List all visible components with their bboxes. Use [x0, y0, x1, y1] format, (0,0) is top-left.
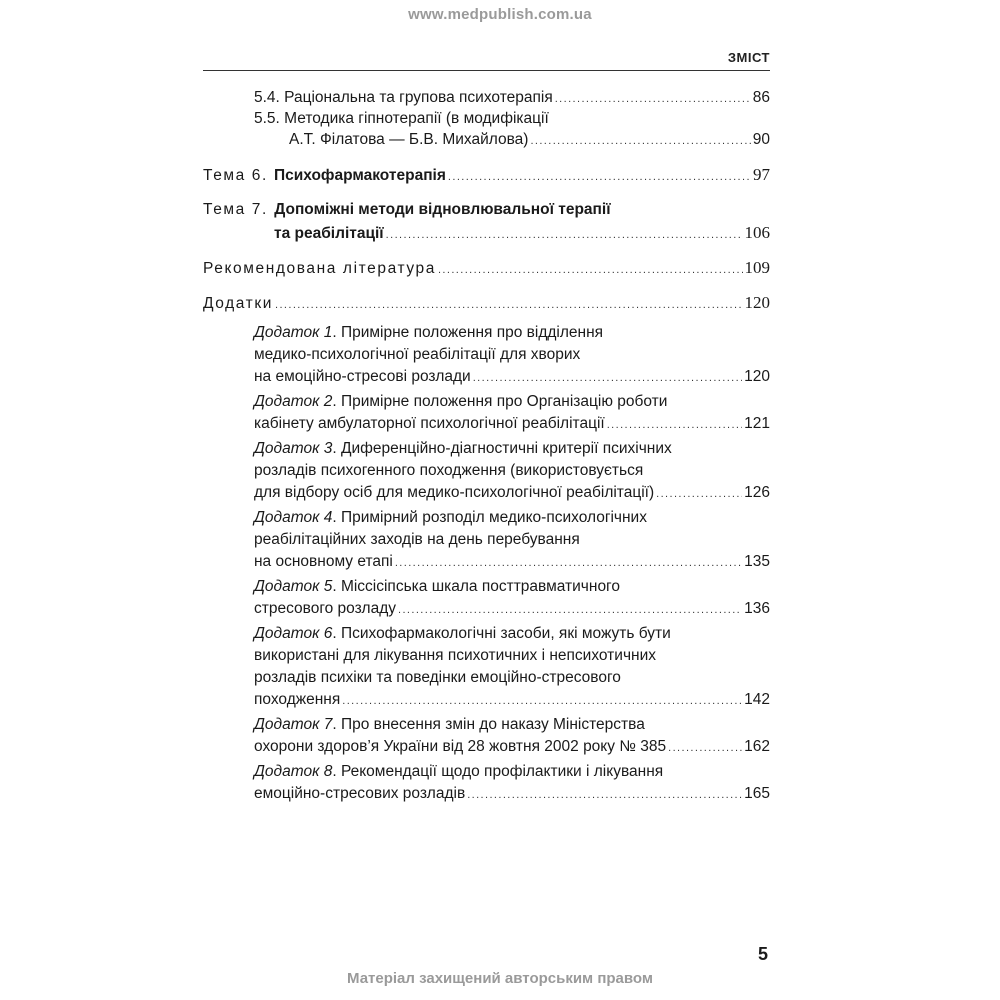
leader-dots	[473, 367, 742, 389]
toc-entry-title: 5.4. Раціональна та групова психотерапія	[254, 89, 553, 106]
appendix-label: Додаток 3	[254, 440, 333, 457]
leader-dots	[607, 414, 742, 436]
toc-entry-appendix-1[interactable]	[254, 366, 770, 389]
appendix-text: на емоційно-стресові розлади	[254, 368, 471, 385]
toc-page-number: 135	[744, 553, 770, 570]
appendix-text: кабінету амбулаторної психологічної реабілітації	[254, 415, 605, 432]
toc-page-number: 120	[744, 368, 770, 385]
appendix-6-line: використані для лікування психотичних і непсихотичних	[254, 647, 656, 664]
site-url: www.medpublish.com.ua	[408, 6, 592, 23]
running-head: ЗМІСТ	[727, 50, 770, 65]
toc-page-number: 86	[752, 89, 770, 106]
leader-dots	[530, 130, 750, 152]
leader-dots	[438, 259, 743, 281]
toc-entry-appendix-5[interactable]	[254, 598, 770, 621]
toc-page-number: 90	[752, 131, 770, 148]
leader-dots	[398, 599, 742, 621]
appendix-3-line: розладів психогенного походження (використовується	[254, 462, 644, 479]
toc-entry-literature[interactable]	[203, 257, 770, 281]
appendix-text: охорони здоров’я України від 28 жовтня 2002 року № 385	[254, 738, 667, 755]
toc-entry-theme-7[interactable]	[274, 222, 770, 246]
appendix-4-line: реабілітаційних заходів на день перебування	[254, 531, 580, 548]
toc-entry-prefix: Тема 6.	[203, 167, 268, 184]
toc-page-number: 162	[744, 738, 770, 755]
appendix-6-line: розладів психіки та поведінки емоційно-стресового	[254, 669, 621, 686]
toc-entry-title: Рекомендована література	[203, 260, 436, 277]
toc-entry-title: та реабілітації	[274, 225, 384, 242]
appendix-text: . Про внесення змін до наказу Міністерства	[332, 716, 645, 733]
leader-dots	[467, 784, 742, 806]
toc-page-number: 109	[744, 258, 770, 277]
copyright-notice: Матеріал захищений авторським правом	[347, 970, 653, 987]
appendix-text: походження	[254, 691, 341, 708]
appendix-text: . Диференційно-діагностичні критерії психічних	[332, 440, 672, 457]
appendix-label: Додаток 7	[254, 716, 333, 733]
toc-entry-appendix-6[interactable]	[254, 689, 770, 712]
appendix-text: . Міссісіпська шкала посттравматичного	[332, 578, 620, 595]
toc-entry-appendix-4[interactable]	[254, 551, 770, 574]
appendix-label: Додаток 5	[254, 578, 333, 595]
appendix-4-line	[254, 507, 647, 529]
toc-entry-5-5[interactable]	[289, 129, 770, 152]
toc-entry-5-5-line: 5.5. Методика гіпнотерапії (в модифікації	[254, 110, 549, 127]
appendix-text: для відбору осіб для медико-психологічної реабілітації)	[254, 484, 655, 501]
toc-entry-title: Додатки	[203, 295, 274, 312]
appendix-text: . Рекомендації щодо профілактики і лікування	[332, 763, 664, 780]
appendix-7-line	[254, 714, 645, 736]
leader-dots	[395, 552, 742, 574]
appendix-5-line	[254, 576, 620, 598]
toc-page-number: 136	[744, 600, 770, 617]
appendix-label: Додаток 4	[254, 509, 333, 526]
toc-entry-theme-6[interactable]	[203, 164, 770, 188]
toc-entry-title: Психофармакотерапія	[273, 167, 446, 184]
appendix-text: . Психофармакологічні засоби, які можуть бути	[332, 625, 671, 642]
appendix-text: емоційно-стресових розладів	[254, 785, 466, 802]
toc-entry-appendix-7[interactable]	[254, 736, 770, 759]
toc-entry-appendix-8[interactable]	[254, 783, 770, 806]
toc-page-number: 121	[744, 415, 770, 432]
page-number: 5	[758, 944, 769, 964]
appendix-8-line	[254, 761, 663, 783]
leader-dots	[342, 690, 742, 712]
appendix-3-line	[254, 438, 672, 460]
appendix-6-line	[254, 623, 671, 645]
toc-page-number: 142	[744, 691, 770, 708]
leader-dots	[555, 88, 751, 110]
appendix-text: . Примірний розподіл медико-психологічних	[332, 509, 647, 526]
appendix-2-line	[254, 391, 667, 413]
appendix-text: стресового розладу	[254, 600, 397, 617]
leader-dots	[275, 294, 742, 316]
toc-page-number: 106	[744, 223, 770, 242]
appendix-label: Додаток 1	[254, 324, 333, 341]
toc-entry-title: Допоміжні методи відновлювальної терапії	[274, 201, 611, 218]
leader-dots	[386, 224, 743, 246]
appendix-1-line: медико-психологічної реабілітації для хворих	[254, 346, 581, 363]
toc-entry-appendix-2[interactable]	[254, 413, 770, 436]
toc-entry-prefix: Тема 7.	[203, 201, 268, 218]
appendix-text: . Примірне положення про Організацію роботи	[332, 393, 668, 410]
header-rule	[203, 70, 770, 71]
leader-dots	[668, 737, 742, 759]
leader-dots	[448, 166, 751, 188]
toc-entry-theme-7-line	[203, 199, 611, 221]
toc-entry-appendices[interactable]	[203, 292, 770, 316]
toc-entry-5-4[interactable]	[254, 87, 770, 110]
appendix-text: . Примірне положення про відділення	[332, 324, 604, 341]
appendix-1-line	[254, 322, 603, 344]
appendix-label: Додаток 8	[254, 763, 333, 780]
appendix-text: на основному етапі	[254, 553, 393, 570]
toc-page-number: 126	[744, 484, 770, 501]
toc-page-number: 97	[753, 165, 770, 184]
toc-entry-appendix-3[interactable]	[254, 482, 770, 505]
toc-page-number: 120	[744, 293, 770, 312]
appendix-label: Додаток 2	[254, 393, 333, 410]
appendix-label: Додаток 6	[254, 625, 333, 642]
leader-dots	[656, 483, 742, 505]
toc-page-number: 165	[744, 785, 770, 802]
toc-entry-title: А.Т. Філатова — Б.В. Михайлова)	[289, 131, 529, 148]
